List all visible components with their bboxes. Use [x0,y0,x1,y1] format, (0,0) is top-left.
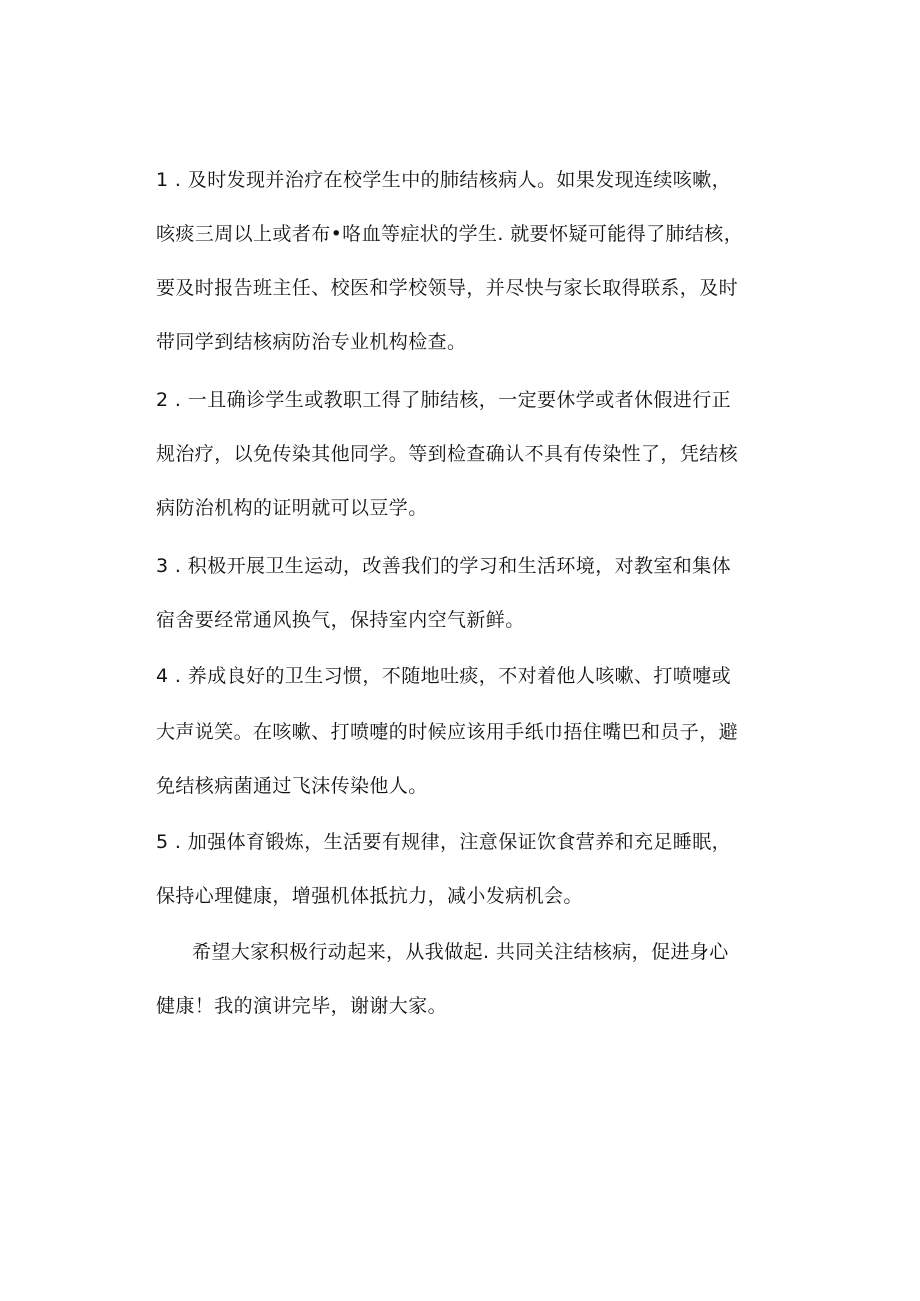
item-1-line-2: 咳痰三周以上或者布•咯血等症状的学生. 就要怀疑可能得了肺结核， [156,223,744,245]
item-3-line-2: 宿舍要经常通风换气，保持室内空气新鲜。 [156,609,525,631]
item-4-line-3: 免结核病菌通过飞沫传染他人。 [156,775,428,797]
item-2-line-2: 规治疗，以免传染其他同学。等到检查确认不具有传染性了，凭结核 [156,443,739,465]
item-2-line-3: 病防治机构的证明就可以豆学。 [156,497,428,519]
item-1-line-1: 1 . 及时发现并治疗在校学生中的肺结核病人。如果发现连续咳嗽， [156,169,732,191]
item-3-line-1: 3 . 积极开展卫生运动，改善我们的学习和生活环境，对教室和集体 [156,555,732,577]
item-4-line-2: 大声说笑。在咳嗽、打喷嚏的时候应该用手纸巾捂住嘴巴和员子，避 [156,721,739,743]
item-5-line-1: 5 . 加强体育锻炼，生活要有规律，注意保证饮食营养和充足睡眠， [156,831,732,853]
item-1-line-4: 带同学到结核病防治专业机构检查。 [156,331,467,353]
item-4-line-1: 4 . 养成良好的卫生习惯，不随地吐痰，不对着他人咳嗽、打喷嚏或 [156,665,732,687]
closing-line-1: 希望大家积极行动起来，从我做起. 共同关注结核病，促进身心 [192,941,729,963]
item-5-line-2: 保持心理健康，增强机体抵抗力，减小发病机会。 [156,885,583,907]
item-1-line-3: 要及时报告班主任、校医和学校领导，并尽快与家长取得联系，及时 [156,277,739,299]
item-2-line-1: 2 . 一且确诊学生或教职工得了肺结核，一定要休学或者休假进行正 [156,389,732,411]
closing-line-2: 健康！我的演讲完毕，谢谢大家。 [156,995,448,1017]
